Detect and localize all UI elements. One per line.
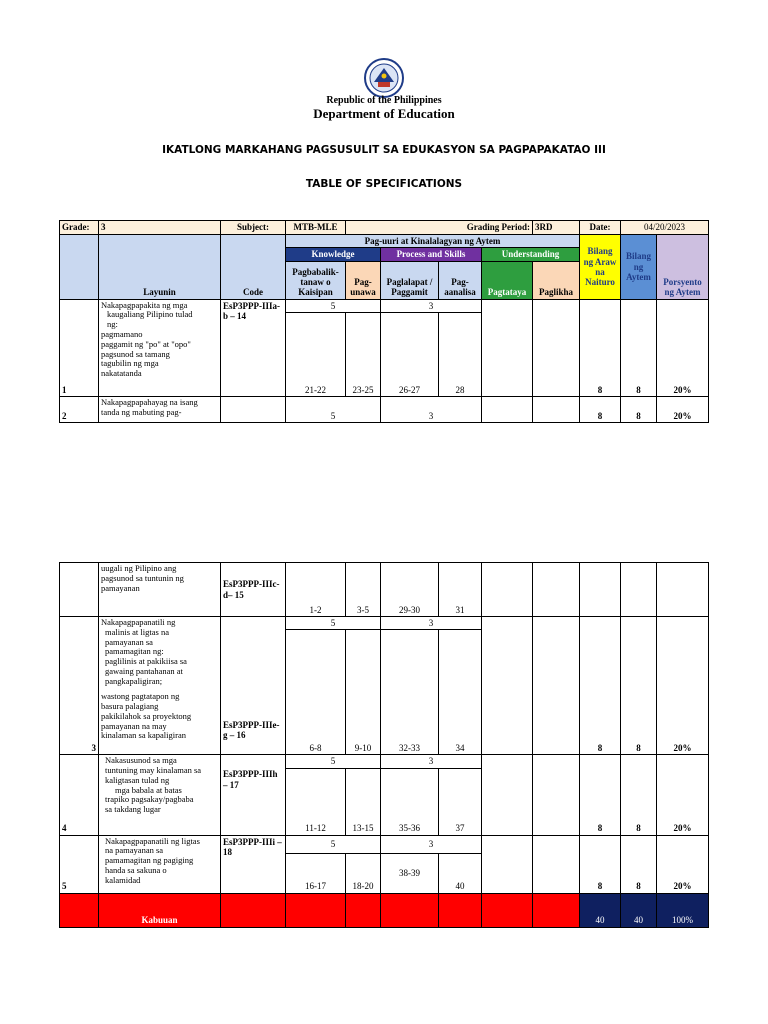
page-subtitle: TABLE OF SPECIFICATIONS xyxy=(305,178,463,190)
table-row xyxy=(60,755,709,768)
knowledge-total: 5 xyxy=(286,299,381,312)
items-cell: 8 xyxy=(621,299,657,396)
col-pagtataya: Pagtataya xyxy=(482,261,533,299)
item-pag-aanalisa: 31 xyxy=(439,563,482,617)
competency-cell: Nakapagpapahayag na isang tanda ng mabuting pag- xyxy=(99,397,221,423)
item-pag-unawa: 13-15 xyxy=(346,768,381,835)
republic-label: Republic of the Philippines xyxy=(326,95,442,106)
knowledge-total: 5 xyxy=(286,755,381,768)
knowledge-total: 5 xyxy=(286,397,381,423)
col-bilang-araw: Bilang ng Araw na Naituro xyxy=(580,235,621,300)
days-cell: 8 xyxy=(580,617,621,755)
row-number: 4 xyxy=(60,755,99,835)
competency-cell: Nakasusunod sa mga tuntuning may kinalaman sa kaligtasan tulad ng mga babala at batas trapiko pagsakay/pagbaba sa takdang lugar xyxy=(99,755,221,835)
col-pag-uuri: Pag-uuri at Kinalalagyan ng Aytem xyxy=(286,235,580,248)
items-cell: 8 xyxy=(621,397,657,423)
competency-cell: Nakapagpapakita ng mga kaugaliang Pilipino tulad ng: pagmamano paggamit ng "po" at "opo" pagsunod sa tamang tagubilin ng mga nakatatanda xyxy=(99,299,221,396)
code-cell: EsP3PPP-IIIc-d– 15 xyxy=(221,563,286,617)
days-cell: 8 xyxy=(580,397,621,423)
item-paglalapat: 32-33 xyxy=(381,630,439,755)
col-code: Code xyxy=(221,235,286,300)
items-cell: 8 xyxy=(621,835,657,893)
items-cell: 8 xyxy=(621,617,657,755)
page-title: IKATLONG MARKAHANG PAGSUSULIT SA EDUKASYON SA PAGPAPAKATAO III xyxy=(162,144,606,156)
col-paglikha: Paglikha xyxy=(533,261,580,299)
header-row-1 xyxy=(60,235,709,248)
item-paglalapat: 29-30 xyxy=(381,563,439,617)
col-knowledge: Knowledge xyxy=(286,248,381,261)
period-label: Grading Period: xyxy=(346,221,533,235)
item-pag-aanalisa: 28 xyxy=(439,313,482,397)
item-pagbabalik: 1-2 xyxy=(286,563,346,617)
competency-cell: Nakapagpapanatili ng malinis at ligtas na pamayanan sa pamamagitan ng: paglilinis at pakikiisa sa gawaing pantahanan at pangkapaligiran; wastong pagtatapon ng basura palagiang pakikilahok sa proyektong pamayanan na may kinalaman sa kapaligiran xyxy=(99,617,221,755)
subject-label: Subject: xyxy=(221,221,286,235)
row-number: 1 xyxy=(60,299,99,396)
col-pagbabalik: Pagbabalik-tanaw o Kaisipan xyxy=(286,261,346,299)
col-pag-unawa: Pag-unawa xyxy=(346,261,381,299)
col-porsyento: Porsyento ng Aytem xyxy=(657,235,709,300)
item-paglalapat: 38-39 xyxy=(381,853,439,893)
competency-cell: Nakapagpapanatili ng ligtas na pamayanan sa pamamagitan ng pagiging handa sa sakuna o kalamidad xyxy=(99,835,221,893)
percent-cell: 20% xyxy=(657,397,709,423)
process-total: 3 xyxy=(381,755,482,768)
table-row xyxy=(60,835,709,853)
table-row xyxy=(60,397,709,423)
table-row xyxy=(60,299,709,312)
row-number: 5 xyxy=(60,835,99,893)
items-cell: 8 xyxy=(621,755,657,835)
days-cell: 8 xyxy=(580,835,621,893)
code-cell: EsP3PPP-IIIh – 17 xyxy=(221,755,286,835)
col-paglalapat: Paglalapat / Paggamit xyxy=(381,261,439,299)
date-value: 04/20/2023 xyxy=(621,221,709,235)
knowledge-total: 5 xyxy=(286,835,381,853)
item-paglalapat: 35-36 xyxy=(381,768,439,835)
col-pag-aanalisa: Pag-aanalisa xyxy=(439,261,482,299)
subject-value: MTB-MLE xyxy=(286,221,346,235)
table-row-continued xyxy=(60,563,709,617)
specifications-table-bottom xyxy=(59,562,709,928)
percent-cell: 20% xyxy=(657,835,709,893)
item-pagbabalik: 6-8 xyxy=(286,630,346,755)
days-cell: 8 xyxy=(580,299,621,396)
col-understanding: Understanding xyxy=(482,248,580,261)
item-pag-aanalisa: 37 xyxy=(439,768,482,835)
row-number: 2 xyxy=(60,397,99,423)
competency-cell: uugali ng Pilipino ang pagsunod sa tuntunin ng pamayanan xyxy=(99,563,221,617)
code-cell: EsP3PPP-IIIe-g – 16 xyxy=(221,617,286,755)
item-paglalapat: 26-27 xyxy=(381,313,439,397)
days-cell: 8 xyxy=(580,755,621,835)
total-label: Kabuuan xyxy=(99,893,221,927)
item-pag-aanalisa: 34 xyxy=(439,630,482,755)
item-pagbabalik: 11-12 xyxy=(286,768,346,835)
percent-cell: 20% xyxy=(657,755,709,835)
item-pag-unawa: 3-5 xyxy=(346,563,381,617)
percent-cell: 20% xyxy=(657,617,709,755)
process-total: 3 xyxy=(381,835,482,853)
department-label: Department of Education xyxy=(313,106,455,121)
specifications-table-top xyxy=(59,220,709,423)
deped-seal-logo xyxy=(364,58,404,98)
item-pag-unawa: 23-25 xyxy=(346,313,381,397)
total-items: 40 xyxy=(621,893,657,927)
item-pag-aanalisa: 40 xyxy=(439,853,482,893)
code-cell: EsP3PPP-IIIa-b – 14 xyxy=(221,299,286,396)
grade-label: Grade: xyxy=(60,221,99,235)
grade-value: 3 xyxy=(99,221,221,235)
total-days: 40 xyxy=(580,893,621,927)
col-bilang-aytem: Bilang ng Aytem xyxy=(621,235,657,300)
info-row xyxy=(60,221,709,235)
col-process-skills: Process and Skills xyxy=(381,248,482,261)
item-pag-unawa: 18-20 xyxy=(346,853,381,893)
percent-cell: 20% xyxy=(657,299,709,396)
process-total: 3 xyxy=(381,299,482,312)
item-pag-unawa: 9-10 xyxy=(346,630,381,755)
total-row xyxy=(60,893,709,927)
total-percent: 100% xyxy=(657,893,709,927)
table-row xyxy=(60,617,709,630)
period-value: 3RD xyxy=(533,221,580,235)
col-layunin: Layunin xyxy=(99,235,221,300)
process-total: 3 xyxy=(381,397,482,423)
process-total: 3 xyxy=(381,617,482,630)
item-pagbabalik: 16-17 xyxy=(286,853,346,893)
code-cell: EsP3PPP-IIIi – 18 xyxy=(221,835,286,893)
date-label: Date: xyxy=(580,221,621,235)
item-pagbabalik: 21-22 xyxy=(286,313,346,397)
knowledge-total: 5 xyxy=(286,617,381,630)
row-number: 3 xyxy=(60,617,99,755)
